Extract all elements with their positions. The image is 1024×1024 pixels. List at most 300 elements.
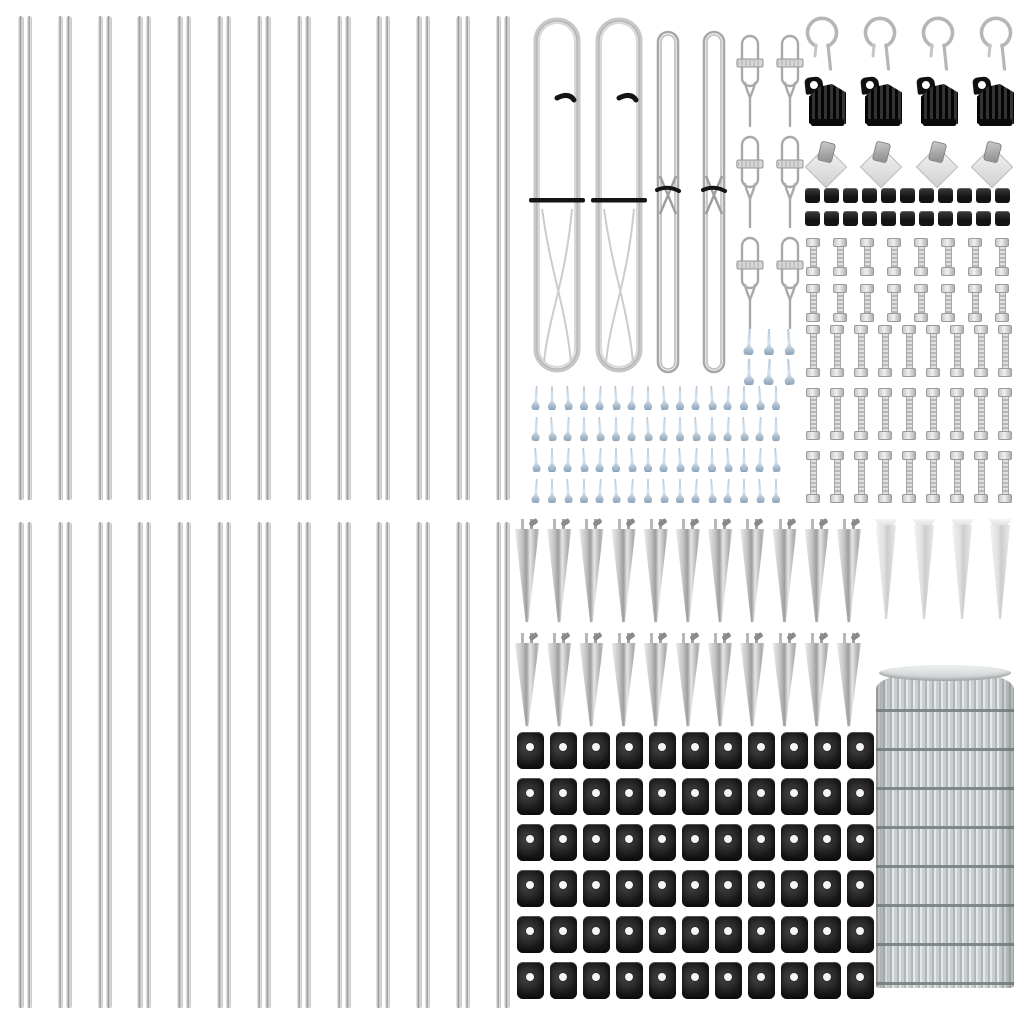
post-tube: [337, 522, 343, 1008]
bolt-head: [968, 238, 982, 247]
self-tapping-screw: [740, 479, 748, 503]
post-tube: [177, 16, 183, 500]
mesh-clip: [550, 732, 577, 769]
mesh-clip: [583, 962, 610, 999]
mesh-clip: [649, 870, 676, 907]
bolt-head: [833, 238, 847, 247]
post-tube: [137, 16, 143, 500]
ground-spike: [772, 519, 798, 624]
square-cap: [919, 211, 934, 226]
ground-spike-plain: [950, 519, 974, 619]
mesh-clip: [748, 870, 775, 907]
self-tapping-screw: [691, 417, 701, 441]
square-cap: [843, 188, 858, 203]
bolt-head: [995, 284, 1009, 293]
post-tube: [376, 522, 382, 1008]
bolt-nut: [806, 494, 820, 503]
self-tapping-screw: [744, 359, 754, 385]
ground-spike: [707, 633, 733, 728]
mesh-clip: [814, 778, 841, 815]
spike-cone: [772, 529, 798, 624]
bolt-shaft: [930, 460, 937, 494]
spike-cone: [643, 529, 669, 624]
self-tapping-screw: [676, 479, 684, 503]
bolt-nut: [806, 368, 820, 377]
post-tube: [27, 522, 33, 1008]
bolt-head: [830, 451, 844, 460]
self-tapping-screw: [707, 479, 717, 503]
self-tapping-screw: [739, 417, 749, 441]
wire-tensioner: [776, 236, 804, 331]
hex-bolt-short: [806, 238, 820, 276]
bolt-head: [854, 388, 868, 397]
mesh-clip: [682, 778, 709, 815]
fence-post: [337, 16, 351, 500]
post-tube: [456, 16, 462, 500]
hex-bolt-long: [806, 388, 820, 440]
post-tube: [425, 522, 431, 1008]
bolt-nut: [974, 368, 988, 377]
bolt-shaft: [834, 334, 841, 368]
self-tapping-screw: [659, 417, 668, 441]
bolt-nut: [995, 267, 1009, 276]
bolt-head: [854, 451, 868, 460]
bolt-shaft: [918, 247, 925, 267]
post-tube: [177, 522, 183, 1008]
mesh-clip: [550, 778, 577, 815]
self-tapping-screw: [611, 386, 621, 410]
bolt-shaft: [882, 460, 889, 494]
bolt-shaft: [930, 397, 937, 431]
bolt-head: [995, 238, 1009, 247]
mesh-clip: [550, 916, 577, 953]
self-tapping-screw: [644, 386, 652, 410]
fence-post: [217, 16, 231, 500]
spike-cone: [546, 529, 572, 624]
bolt-nut: [833, 267, 847, 276]
hex-bolt-long: [998, 388, 1012, 440]
wire-tensioners: [736, 34, 808, 331]
mesh-clip: [847, 824, 874, 861]
post-tube: [416, 16, 422, 500]
bolt-shaft: [810, 397, 817, 431]
self-tapping-screw: [707, 386, 717, 410]
coil-tie: [619, 95, 636, 100]
bolt-head: [914, 284, 928, 293]
hex-bolt-short: [941, 238, 955, 276]
hex-bolt-long: [878, 451, 892, 503]
bolt-shaft: [882, 334, 889, 368]
bolt-head: [878, 325, 892, 334]
mesh-clip: [616, 870, 643, 907]
bolt-head: [950, 325, 964, 334]
wire-tensioner: [736, 135, 764, 230]
bolt-shaft: [1002, 460, 1009, 494]
bolt-shaft: [906, 397, 913, 431]
fence-posts-row-bottom: [18, 522, 510, 1008]
ground-spike: [675, 519, 701, 624]
bolt-head: [860, 238, 874, 247]
bolt-head: [833, 284, 847, 293]
self-tapping-screw: [627, 479, 636, 503]
square-cap: [862, 211, 877, 226]
hex-bolt-short: [833, 284, 847, 322]
short-bolts: [806, 238, 1012, 322]
screws-main-block: [532, 386, 784, 503]
self-tapping-screw: [783, 329, 795, 356]
mesh-clip: [781, 870, 808, 907]
ground-spike: [707, 519, 733, 624]
bolt-nut: [902, 368, 916, 377]
mesh-clip: [682, 870, 709, 907]
pipe-hook-clip: [861, 15, 899, 73]
bolt-head: [974, 451, 988, 460]
hex-bolt-short: [968, 238, 982, 276]
mesh-clip: [781, 778, 808, 815]
screws-side-group: [744, 329, 798, 385]
ground-spike: [643, 633, 669, 728]
mesh-clip: [550, 824, 577, 861]
fence-post: [496, 522, 510, 1008]
hex-bolt-long: [950, 325, 964, 377]
post-tube: [376, 16, 382, 500]
spike-cone: [874, 525, 898, 619]
bolt-nut: [902, 431, 916, 440]
hex-bolt-long: [902, 451, 916, 503]
bolt-nut: [878, 494, 892, 503]
self-tapping-screw: [627, 417, 636, 441]
anchor-plates: [802, 140, 1016, 184]
ground-spike: [836, 633, 862, 728]
post-cap: [860, 77, 902, 126]
bolt-head: [968, 284, 982, 293]
post-tube: [186, 522, 192, 1008]
post-tube: [66, 522, 72, 1008]
bolt-nut: [914, 313, 928, 322]
mesh-clip: [748, 732, 775, 769]
hex-bolt-long: [854, 451, 868, 503]
mesh-clip: [715, 824, 742, 861]
self-tapping-screw: [659, 386, 669, 410]
bolt-head: [974, 388, 988, 397]
wire-coil-large: [529, 14, 585, 380]
ground-spike-plain: [988, 519, 1012, 619]
square-cap: [976, 188, 991, 203]
cap-base: [867, 119, 900, 126]
self-tapping-screw: [595, 386, 604, 410]
bolt-head: [950, 451, 964, 460]
mesh-clip: [715, 962, 742, 999]
hex-bolt-short: [887, 284, 901, 322]
bolt-head: [926, 388, 940, 397]
bolt-nut: [926, 431, 940, 440]
post-tube: [146, 16, 152, 500]
self-tapping-screw: [691, 479, 700, 503]
post-tube: [425, 16, 431, 500]
bolt-head: [941, 284, 955, 293]
mesh-clip: [748, 778, 775, 815]
post-tube: [18, 16, 24, 500]
coil-tie: [657, 188, 679, 191]
square-cap: [881, 188, 896, 203]
mesh-clip: [715, 778, 742, 815]
mesh-clip: [781, 824, 808, 861]
bolt-shaft: [837, 293, 844, 313]
self-tapping-screw: [531, 479, 540, 503]
bolt-shaft: [858, 397, 865, 431]
fence-post: [297, 16, 311, 500]
spike-cone: [643, 643, 669, 728]
post-tube: [345, 16, 351, 500]
bolt-shaft: [810, 460, 817, 494]
pipe-hook-clip: [977, 15, 1015, 73]
bolt-shaft: [972, 293, 979, 313]
mesh-clip: [616, 732, 643, 769]
bolt-head: [806, 451, 820, 460]
fence-post: [177, 16, 191, 500]
bolt-head: [998, 325, 1012, 334]
self-tapping-screw: [580, 417, 588, 441]
fence-post: [496, 16, 510, 500]
post-tube: [496, 16, 502, 500]
fence-post: [337, 522, 351, 1008]
spike-cone: [514, 529, 540, 624]
self-tapping-screw: [772, 417, 780, 441]
bolt-nut: [854, 368, 868, 377]
bolt-nut: [887, 313, 901, 322]
bolt-head: [878, 451, 892, 460]
wire-tensioner: [736, 236, 764, 331]
post-tube: [217, 522, 223, 1008]
square-cap: [976, 211, 991, 226]
wire-tensioner: [776, 135, 804, 230]
self-tapping-screw: [771, 448, 781, 472]
bolt-nut: [926, 368, 940, 377]
bolt-head: [830, 325, 844, 334]
bolt-head: [806, 284, 820, 293]
mesh-clip: [847, 916, 874, 953]
mesh-clip: [781, 962, 808, 999]
bolt-head: [902, 388, 916, 397]
mesh-clip: [847, 870, 874, 907]
bolt-nut: [806, 313, 820, 322]
square-caps: [805, 188, 1011, 226]
square-cap: [881, 211, 896, 226]
fence-post: [18, 16, 32, 500]
self-tapping-screw: [755, 417, 764, 441]
ground-spike-plain: [874, 519, 898, 619]
hex-bolt-long: [926, 325, 940, 377]
hex-bolt-short: [995, 238, 1009, 276]
square-cap: [995, 188, 1010, 203]
bolt-head: [806, 238, 820, 247]
square-cap: [862, 188, 877, 203]
post-tube: [456, 522, 462, 1008]
bolt-shaft: [906, 460, 913, 494]
post-caps: [804, 77, 1014, 126]
bolt-shaft: [999, 247, 1006, 267]
mesh-clips-grid: [517, 732, 877, 999]
bolt-shaft: [978, 460, 985, 494]
spike-cone: [578, 643, 604, 728]
pipe-hook-clip: [919, 15, 957, 73]
self-tapping-screw: [764, 329, 774, 355]
mesh-clip: [616, 778, 643, 815]
post-tube: [146, 522, 152, 1008]
hex-bolt-short: [806, 284, 820, 322]
bolt-shaft: [810, 247, 817, 267]
hex-bolt-short: [860, 284, 874, 322]
ground-spike: [836, 519, 862, 624]
square-cap: [957, 211, 972, 226]
hex-bolt-long: [950, 388, 964, 440]
post-tube: [385, 522, 391, 1008]
bolt-head: [830, 388, 844, 397]
mesh-clip: [550, 962, 577, 999]
self-tapping-screw: [548, 479, 556, 503]
mesh-clip: [649, 732, 676, 769]
post-tube: [265, 522, 271, 1008]
ground-spike: [675, 633, 701, 728]
bolt-nut: [878, 431, 892, 440]
hex-bolt-long: [806, 325, 820, 377]
self-tapping-screw: [740, 448, 748, 472]
spike-cone: [912, 525, 936, 619]
bolt-nut: [806, 431, 820, 440]
bolt-nut: [914, 267, 928, 276]
hex-bolt-long: [902, 325, 916, 377]
wire-coil-large: [591, 14, 647, 380]
self-tapping-screw: [676, 417, 684, 441]
bolt-nut: [941, 313, 955, 322]
post-tube: [257, 16, 263, 500]
fence-post: [137, 522, 151, 1008]
ground-spike: [643, 519, 669, 624]
hex-bolt-long: [878, 388, 892, 440]
bolt-shaft: [891, 247, 898, 267]
pipe-hook-clips: [803, 15, 1015, 73]
bolt-shaft: [978, 397, 985, 431]
bolt-head: [854, 325, 868, 334]
fence-post: [297, 522, 311, 1008]
self-tapping-screw: [627, 448, 637, 472]
bolt-shaft: [858, 460, 865, 494]
spike-cone: [804, 643, 830, 728]
bolt-nut: [974, 431, 988, 440]
hex-bolt-long: [974, 388, 988, 440]
bolt-shaft: [858, 334, 865, 368]
bolt-shaft: [978, 334, 985, 368]
mesh-clip: [550, 870, 577, 907]
ground-spike: [804, 519, 830, 624]
self-tapping-screw: [755, 479, 765, 503]
bolt-shaft: [834, 397, 841, 431]
mesh-clip: [715, 732, 742, 769]
square-cap: [805, 211, 820, 226]
hex-bolt-long: [950, 451, 964, 503]
post-tube: [98, 522, 104, 1008]
square-cap: [843, 211, 858, 226]
bolt-nut: [830, 431, 844, 440]
mesh-clip: [517, 870, 544, 907]
self-tapping-screw: [772, 386, 780, 410]
wire-tensioner: [736, 34, 764, 129]
ground-spike-plain: [912, 519, 936, 619]
wire-coil-small: [696, 28, 732, 380]
bolt-nut: [854, 431, 868, 440]
ground-spikes-plain: [874, 519, 1012, 619]
fence-post: [456, 16, 470, 500]
post-tube: [297, 522, 303, 1008]
ground-spike: [546, 519, 572, 624]
self-tapping-screw: [723, 386, 732, 410]
bolt-nut: [998, 368, 1012, 377]
mesh-clip: [715, 870, 742, 907]
ground-spike: [739, 633, 765, 728]
mesh-clip: [748, 824, 775, 861]
square-cap: [900, 211, 915, 226]
self-tapping-screw: [755, 448, 764, 472]
spike-cone: [611, 643, 637, 728]
mesh-clip: [517, 778, 544, 815]
self-tapping-screw: [563, 417, 572, 441]
spike-cone: [546, 643, 572, 728]
hex-bolt-short: [968, 284, 982, 322]
ground-spike: [611, 519, 637, 624]
square-cap: [900, 188, 915, 203]
self-tapping-screw: [547, 417, 557, 441]
bolt-head: [878, 388, 892, 397]
hex-bolt-long: [854, 388, 868, 440]
mesh-clip: [616, 962, 643, 999]
self-tapping-screw: [708, 417, 716, 441]
square-cap: [919, 188, 934, 203]
bolt-shaft: [1002, 397, 1009, 431]
ground-spikes-row2: [514, 633, 862, 728]
bolt-shaft: [810, 293, 817, 313]
post-tube: [186, 16, 192, 500]
bolt-nut: [830, 368, 844, 377]
bolt-nut: [950, 431, 964, 440]
bolt-head: [914, 238, 928, 247]
self-tapping-screw: [595, 417, 605, 441]
self-tapping-screw: [531, 448, 541, 472]
post-tube: [106, 522, 112, 1008]
bolt-head: [887, 284, 901, 293]
spike-cone: [578, 529, 604, 624]
post-tube: [305, 16, 311, 500]
bolt-shaft: [972, 247, 979, 267]
bolt-shaft: [891, 293, 898, 313]
ground-spike: [804, 633, 830, 728]
hex-bolt-long: [926, 451, 940, 503]
mesh-clip: [583, 824, 610, 861]
self-tapping-screw: [563, 448, 572, 472]
mesh-clip: [616, 824, 643, 861]
post-tube: [416, 522, 422, 1008]
wire-mesh-roll: [876, 670, 1014, 988]
spike-cone: [707, 529, 733, 624]
cap-base: [811, 119, 844, 126]
self-tapping-screw: [580, 386, 588, 410]
mesh-clip: [814, 732, 841, 769]
fence-post: [416, 522, 430, 1008]
self-tapping-screw: [783, 359, 795, 386]
fence-post: [177, 522, 191, 1008]
square-cap: [995, 211, 1010, 226]
self-tapping-screw: [723, 417, 732, 441]
post-cap: [916, 77, 958, 126]
